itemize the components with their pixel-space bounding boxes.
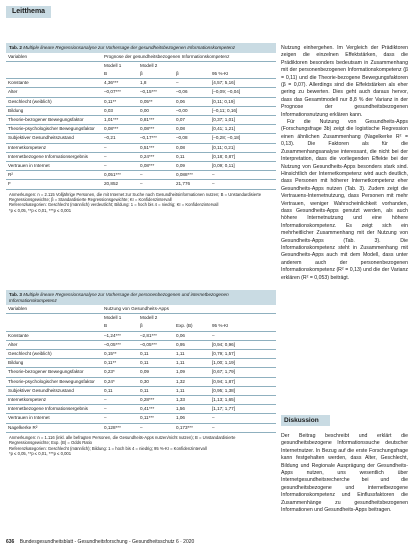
cell-value: 0,11 [138,386,174,395]
row-label: Internetbezogene Informationsergebnis [6,405,102,414]
table-3-stat: B [102,322,138,331]
cell-value: 0,11 [102,386,138,395]
cell-value: 0,11** [102,359,138,368]
table-2-header-group: Prognose der gesundheitsbezogenen Informationskompetenz [102,53,276,62]
row-label: Vertrauen in Internet [6,161,102,170]
cell-value: 0,051*** [102,171,138,180]
cell-value: 20,852 [102,180,138,189]
cell-value: [0,11; 0,19] [210,97,276,106]
cell-value: 1,11 [174,359,210,368]
cell-value: –2,81*** [138,331,174,340]
cell-value: – [210,331,276,340]
row-label: Internetkompetenz [6,396,102,405]
section-heading-diskussion: Diskussion [281,415,330,426]
table-2 [6,43,276,215]
table-2-caption-text: Multiple lineare Regressionsanalyse zur Vorhersage der gesundheitsbezogenen Informationskompetenz [23,45,235,50]
table-row [6,405,276,414]
table-row [6,134,276,143]
paragraph: Nutzung einhergehen. Im Vergleich der Prädiktoren zeigen die einzelnen Effektstärken, dass die Prädiktoren besonders bedeutsam in Zusammenhang mit der personenbezogenen Informationskompetenz (β = 0,11) und die Theorie-bezogene Bewegungsfaktoren (β = 0,07). Allerdings sind die Effektstärken als eher gering zu bewerten. Dies geht auch daraus hervor, dass das Gesamtmodell nur 8,8 % der Varianz in der Prognose der gesundheitsbezogenen Informationsnutzung erklären kann. [281,45,408,118]
table-2-note: *p ≤ 0,05, **p ≤ 0,01, ***p ≤ 0,001 [9,207,72,213]
cell-value: 1,33 [174,396,210,405]
cell-value: 1,32 [174,377,210,386]
table-row [6,125,276,134]
cell-value: [–0,28; –0,18] [210,134,276,143]
cell-value: [0,18; 0,87] [210,152,276,161]
cell-value: – [102,143,138,152]
cell-value: 0,30 [138,377,174,386]
cell-value: – [138,171,174,180]
row-label: Konstante [6,331,102,340]
cell-value: 1,09 [174,368,210,377]
cell-value: 0,24* [102,377,138,386]
cell-value: – [174,79,210,88]
row-label: Subjektiver Gesundheitszustand [6,386,102,395]
cell-value: 1,11 [174,350,210,359]
cell-value: – [102,152,138,161]
table-row [6,106,276,115]
row-label: Theorie-psychologischer Bewegungsfaktor [6,377,102,386]
cell-value: – [210,414,276,423]
cell-value: 21,776 [174,180,210,189]
cell-value: 1,01*** [102,115,138,124]
table-row [6,143,276,152]
table-2-header-variables: Variablen [6,53,102,62]
cell-value: – [138,180,174,189]
table-row [6,350,276,359]
section-label: Leitthema [6,6,51,18]
cell-value: 0,09 [138,368,174,377]
table-3-note: *p ≤ 0,05, **p ≤ 0,01, ***p ≤ 0,001 [9,451,72,457]
row-label: Vertrauen in Internet [6,414,102,423]
table-3-note: Referenzkategorien: Geschlecht (männlich); Bildung: 1 = hoch bis 4 = niedrig; 95 %-KI = Konfidenzintervall [9,445,207,451]
table-row [6,414,276,423]
table-3-header-variables: Variablen [6,305,102,314]
paragraph: Der Beitrag beschreibt und erklärt die gesundheitsbezogene Informationssuche deutscher Internetnutzer. In Bezug auf die erste Forschungsfrage kann festgehalten werden, dass Alter, Geschlecht, Bildung und Regionale Ausprägung der Gesundheits-Apps nutzen, uns wesentlich über Internetgesundheitsrecherche bei und die gesundheitsbezogene und internetbezogene Informationskompetenz und Einflussfaktoren die Zusammenhänge zu gesundheitsbezogenen Informationen und Gesundheits-Apps beitragen. [281,433,408,514]
cell-value: 0,23* [102,368,138,377]
cell-value: 1,56 [174,405,210,414]
table-2-grid [6,53,276,190]
body-text-diskussion [281,433,408,514]
cell-value: – [102,405,138,414]
row-label: Bildung [6,359,102,368]
row-label: Konstante [6,79,102,88]
cell-value: 0,08*** [138,161,174,170]
table-3-grid [6,305,276,433]
paragraph: Für die Nutzung von Gesundheits-Apps (Forschungsfrage 3b) zeigt die logistische Regression einen ähnlichen Zusammenhang (Nagelkerke R² = 0,13). Die Faktoren als für die Zusammenhangsanalyse interessant, die nicht bei der Interpretation, dass die vorliegenden Effekte bei der Nutzung von Gesundheits-Apps besonders stark sind. Hinsichtlich der Internetkompetenz wird auch deutlich, dass Personen mit höherer Internetkompetenz eher Gesundheits-Apps nutzen (Tab. 3). Zudem zeigt die Vertrauens-Internetnutzung, dass Personen mit mehr Vertrauen, weniger Wahrscheinlichkeit vorhanden, dass Gesundheits-Apps genutzt werden, als auch höhere Internetnutzung und eine höhere Informationskompetenz. Es zeigt sich ein mehrheitlicher Zusammenhang mit der Nutzung von Gesundheits-Apps (Tab. 3). Die Informationskompetenz steht in Zusammenhang mit Gesundheits-Apps auch mit dem Modell, dass unter anderem auch der personenbezogenen Informationskompetenz (R² = 0,13) und die der Varianz erklären (R² = 0,053) beiträgt. [281,119,408,281]
table-row [6,171,276,180]
table-row [6,180,276,189]
cell-value: – [102,396,138,405]
cell-value: – [102,414,138,423]
table-row [6,423,276,432]
cell-value: 0,08*** [102,125,138,134]
cell-value: 0,95 [174,340,210,349]
row-label: Theorie-bezogener Bewegungsfaktor [6,368,102,377]
table-row [6,161,276,170]
cell-value: 0,15** [102,350,138,359]
table-3-header-group: Nutzung von Gesundheits-Apps [102,305,276,314]
row-label: F [6,180,102,189]
cell-value: 0,28*** [138,396,174,405]
table-2-stat: β [138,70,174,79]
cell-value: – [210,171,276,180]
table-row [6,396,276,405]
cell-value: [1,00; 1,19] [210,359,276,368]
page-number: 636 [6,539,15,545]
table-2-stat: 95 %-KI [210,70,276,79]
cell-value: 0,088*** [174,171,210,180]
cell-value: –0,05*** [138,340,174,349]
cell-value: [0,79; 1,57] [210,350,276,359]
cell-value: 0,81*** [138,115,174,124]
cell-value: 0,11 [138,350,174,359]
cell-value: –0,05*** [102,340,138,349]
cell-value: 0,06 [174,97,210,106]
cell-value: 1,06 [174,414,210,423]
cell-value: – [138,423,174,432]
table-2-stat: β [174,70,210,79]
table-3-caption-label: Tab. 3 [9,292,22,297]
cell-value: 0,41*** [138,405,174,414]
cell-value: [0,41; 1,21] [210,125,276,134]
table-2-notes [6,190,276,216]
row-label: Internetbezogene Informationsergebnis [6,152,102,161]
cell-value: 0,07 [174,115,210,124]
table-3-notes [6,433,276,459]
cell-value: –0,06 [174,88,210,97]
row-label: Alter [6,88,102,97]
cell-value: [1,13; 1,65] [210,396,276,405]
table-3-note: Anmerkungen: n = 1.116 (inkl. alle befragten Personen, die Gesundheits-Apps nutzen/nicht nutzen); B = Unstandardisierte Regressionsgewichte; Exp. (B) = Odds Ratio [9,434,236,446]
cell-value: 0,24*** [138,152,174,161]
table-row [6,88,276,97]
table-2-caption [6,43,276,53]
row-label: Alter [6,340,102,349]
cell-value: 0,09 [174,161,210,170]
table-3-caption-text: Multiple lineare Regressionsanalyse zur Vorhersage der personenbezogenen und internetbezogenen Informationskompetenz [9,292,229,303]
cell-value: 0,03 [102,106,138,115]
cell-value: 0,11 [138,359,174,368]
row-label: Theorie-bezogener Bewegungsfaktor [6,115,102,124]
row-label: R² [6,171,102,180]
cell-value: –0,21 [102,134,138,143]
cell-value: 1,11 [174,386,210,395]
cell-value: [0,94; 1,87] [210,377,276,386]
cell-value: 0,08 [174,125,210,134]
cell-value: 0,51*** [138,143,174,152]
cell-value: [0,11; 0,21] [210,143,276,152]
table-3-model-1: Modell 1 [104,315,122,321]
table-2-model-2: Modell 2 [140,62,158,68]
table-row [6,97,276,106]
table-3-caption [6,290,276,305]
cell-value: – [210,423,276,432]
row-label: Bildung [6,106,102,115]
table-row [6,115,276,124]
cell-value: 0,00 [138,106,174,115]
row-label: Geschlecht (weiblich) [6,350,102,359]
cell-value: –0,08 [174,134,210,143]
row-label: Nagelkerke R² [6,423,102,432]
table-row [6,152,276,161]
cell-value: 0,173*** [174,423,210,432]
row-label: Theorie-psychologischer Bewegungsfaktor [6,125,102,134]
table-3-stat: Exp. (B) [174,322,210,331]
cell-value: 0,11** [102,97,138,106]
journal-name: Bundesgesundheitsblatt - Gesundheitsforschung - Gesundheitsschutz 6 · 2020 [19,539,195,545]
cell-value: 4,36*** [102,79,138,88]
cell-value: 0,11 [174,152,210,161]
table-2-note: Anmerkungen: n = 2.115 Volljährige Personen, die mit Internet zur Suche nach Gesundheitsinformationen nutzen; B = Unstandardisierte Regressionsgewichte; β = Standardisierte Regressionsgewichte; KI = Konfidenzintervall [9,191,262,202]
cell-value: [–0,11; 0,16] [210,106,276,115]
cell-value: [0,95; 1,38] [210,386,276,395]
table-row [6,340,276,349]
table-row [6,386,276,395]
cell-value: [–0,09; –0,04] [210,88,276,97]
cell-value: 0,05** [138,97,174,106]
cell-value: –0,17*** [138,134,174,143]
cell-value: –0,07*** [102,88,138,97]
table-3-stat: 95 %-KI [210,322,276,331]
cell-value: [0,09; 0,11] [210,161,276,170]
cell-value: –1,24*** [102,331,138,340]
table-3 [6,290,276,458]
cell-value: 0,11*** [138,414,174,423]
table-row [6,331,276,340]
cell-value: 0,06 [174,331,210,340]
cell-value: [4,57; 5,16] [210,79,276,88]
cell-value: –0,00 [174,106,210,115]
row-label: Internetkompetenz [6,143,102,152]
cell-value: [0,67; 1,79] [210,368,276,377]
body-text-results [281,45,408,282]
table-2-caption-label: Tab. 2 [9,45,22,50]
cell-value: 1,8 [138,79,174,88]
table-3-model-2: Modell 2 [140,315,158,321]
row-label: Subjektiver Gesundheitszustand [6,134,102,143]
table-2-model-1: Modell 1 [104,62,122,68]
cell-value: – [102,161,138,170]
table-row [6,79,276,88]
cell-value: [0,94; 0,96] [210,340,276,349]
table-row [6,368,276,377]
cell-value: – [210,180,276,189]
cell-value: 0,08 [174,143,210,152]
cell-value: [1,17; 1,77] [210,405,276,414]
row-label: Geschlecht (weiblich) [6,97,102,106]
table-3-stat: β [138,322,174,331]
table-2-note: Referenzkategorien: Geschlecht (männlich) verdeutlicht; Bildung: 1 = hoch bis 4 = niedrig; KI = Konfidenzintervall [9,202,219,208]
page-footer [6,538,406,546]
table-row [6,359,276,368]
table-row [6,377,276,386]
table-2-stat: B [102,70,138,79]
cell-value: –0,15*** [138,88,174,97]
cell-value: 0,08*** [138,125,174,134]
cell-value: [0,37; 1,01] [210,115,276,124]
cell-value: 0,128*** [102,423,138,432]
